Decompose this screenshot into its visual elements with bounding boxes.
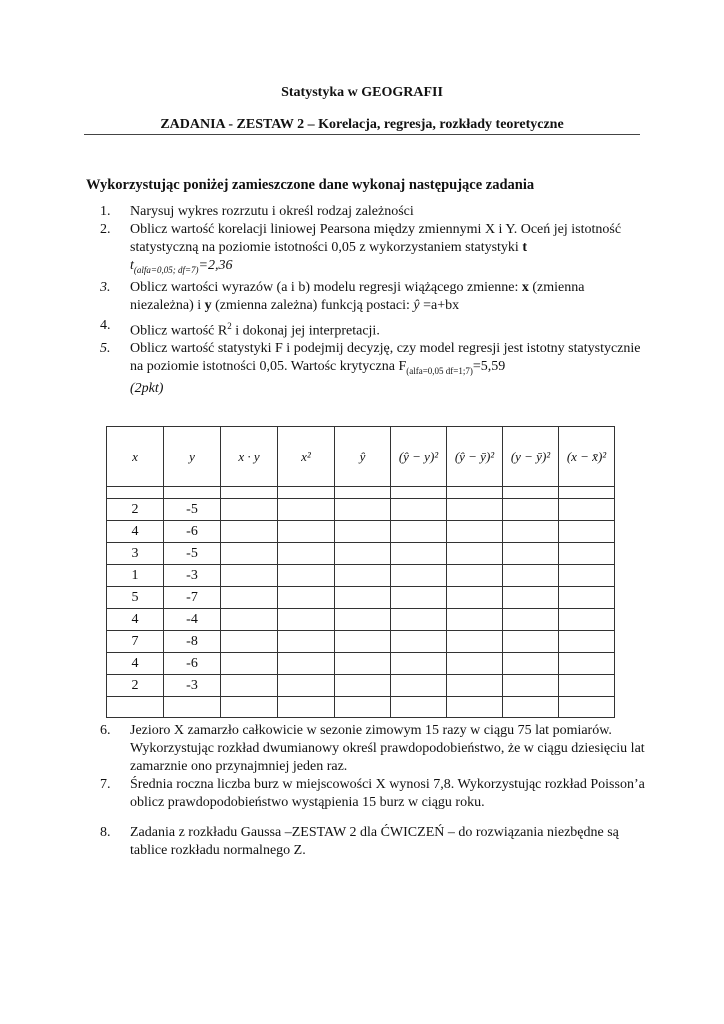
cell-y: -6: [164, 521, 221, 543]
table-cell: [503, 499, 559, 521]
table-cell: [278, 543, 335, 565]
table-cell: [164, 487, 221, 499]
cell-x: 1: [107, 565, 164, 587]
task-text-part: (zmienna niezależna) i: [130, 279, 585, 313]
table-cell: [107, 487, 164, 499]
table-cell: [391, 499, 447, 521]
table-cell: [503, 565, 559, 587]
table-cell: [335, 609, 391, 631]
table-cell: [447, 609, 503, 631]
cell-x: 3: [107, 543, 164, 565]
table-cell: [278, 675, 335, 697]
task-number: 8.: [100, 825, 111, 840]
column-header: (y − ȳ)²: [503, 427, 559, 487]
table-row: [107, 653, 615, 675]
table-cell: [278, 499, 335, 521]
table-cell: [447, 487, 503, 499]
task-number: 2.: [100, 222, 111, 237]
column-header: (x − x̄)²: [559, 427, 615, 487]
table-cell: [447, 521, 503, 543]
task-text-part: Oblicz wartość R: [130, 323, 228, 339]
table-cell: [447, 587, 503, 609]
var-x: x: [521, 279, 529, 295]
table-cell: [221, 487, 278, 499]
cell-x: 4: [107, 609, 164, 631]
table-cell: [221, 543, 278, 565]
table-cell: [335, 697, 391, 718]
cell-y: -6: [164, 653, 221, 675]
table-cell: [335, 653, 391, 675]
table-cell: [503, 653, 559, 675]
table-cell: [447, 543, 503, 565]
table-cell: [335, 565, 391, 587]
task-text: [130, 317, 646, 341]
table-cell: [278, 487, 335, 499]
task-text: Średnia roczna liczba burz w miejscowości X wynosi 7,8. Wykorzystując rozkład Poisson’a oblicz prawdopodobieństwo wystąpienia 15 burz w ciągu roku.: [130, 777, 645, 810]
table-cell: [503, 521, 559, 543]
column-header: x: [107, 427, 164, 487]
page-title: Statystyka w GEOGRAFII: [281, 85, 443, 100]
table-row: [107, 543, 615, 565]
table-cell: [335, 521, 391, 543]
table-cell: [503, 697, 559, 718]
table-cell: [391, 631, 447, 653]
table-row: [107, 609, 615, 631]
task-text-part: i dokonaj jej interpretacji.: [231, 323, 380, 339]
task-1: [100, 203, 646, 221]
table-cell: [391, 565, 447, 587]
column-header: x²: [278, 427, 335, 487]
table-cell: [559, 631, 615, 653]
f-stat-value: =5,59: [472, 359, 506, 375]
table-cell: [503, 587, 559, 609]
cell-y: -4: [164, 609, 221, 631]
table-cell: [559, 543, 615, 565]
task-text: Zadania z rozkładu Gaussa –ZESTAW 2 dla ĆWICZEŃ – do rozwiązania niezbędne są tablice rozkładu normalnego Z.: [130, 825, 619, 858]
r-squared-exponent: 2: [227, 320, 232, 331]
column-header: y: [164, 427, 221, 487]
table-cell: [503, 609, 559, 631]
task-number: 1.: [100, 204, 111, 219]
table-cell: [221, 565, 278, 587]
t-stat-letter: t: [130, 258, 134, 273]
task-4: [100, 317, 646, 341]
column-header: ŷ: [335, 427, 391, 487]
table-cell: [447, 565, 503, 587]
task-points: (2pkt): [130, 381, 164, 397]
data-table: [106, 426, 615, 718]
table-cell: [559, 587, 615, 609]
table-cell: [278, 653, 335, 675]
table-cell: [391, 653, 447, 675]
table-cell: [335, 675, 391, 697]
cell-x: 4: [107, 521, 164, 543]
regression-formula: =a+bx: [419, 297, 460, 313]
table-cell: [335, 631, 391, 653]
cell-x: 4: [107, 653, 164, 675]
table-cell: [391, 609, 447, 631]
table-cell: [335, 587, 391, 609]
table-cell: [221, 587, 278, 609]
task-7: [100, 776, 646, 812]
var-y: y: [204, 297, 212, 313]
table-cell: [447, 631, 503, 653]
table-cell: [503, 543, 559, 565]
table-cell: [278, 697, 335, 718]
table-row: [107, 565, 615, 587]
task-number: 3.: [100, 279, 111, 295]
table-row: [107, 499, 615, 521]
table-cell: [559, 697, 615, 718]
table-cell: [559, 675, 615, 697]
table-row-empty: [107, 487, 615, 499]
table-cell: [503, 631, 559, 653]
table-cell: [391, 487, 447, 499]
table-cell: [278, 565, 335, 587]
table-cell: [335, 487, 391, 499]
task-text-part: Oblicz wartość korelacji liniowej Pearsona między zmiennymi X i Y. Oceń jej istotność statystyczną na poziomie istotności 0,05 z wykorzystaniem statystyki: [130, 222, 622, 255]
cell-y: -8: [164, 631, 221, 653]
task-5: [100, 340, 646, 398]
table-cell: [391, 543, 447, 565]
table-row-empty: [107, 697, 615, 718]
column-header: (ŷ − ȳ)²: [447, 427, 503, 487]
table-cell: [278, 521, 335, 543]
task-text: Narysuj wykres rozrzutu i określ rodzaj zależności: [130, 204, 414, 219]
table-cell: [559, 653, 615, 675]
cell-x: 2: [107, 675, 164, 697]
task-text: [130, 221, 646, 279]
table-cell: [447, 675, 503, 697]
column-header: x · y: [221, 427, 278, 487]
table-cell: [221, 609, 278, 631]
task-text: Jezioro X zamarzło całkowicie w sezonie zimowym 15 razy w ciągu 75 lat pomiarów. Wykorzystując rozkład dwumianowy określ prawdopodobieństwo, że w ciągu dziesięciu lat zamarznie ono przynajmniej jeden raz.: [130, 723, 645, 774]
table-cell: [107, 697, 164, 718]
table-cell: [559, 565, 615, 587]
table-cell: [559, 521, 615, 543]
page-subtitle: ZADANIA - ZESTAW 2 – Korelacja, regresja, rozkłady teoretyczne: [160, 117, 564, 132]
task-number: 7.: [100, 777, 111, 792]
cell-x: 7: [107, 631, 164, 653]
task-text-part: Oblicz wartość statystyki F i podejmij decyzję, czy model regresji jest istotny statystycznie na poziomie istotności 0,05. Wartośc krytyczna F: [130, 341, 641, 375]
table-cell: [278, 587, 335, 609]
title-divider: [84, 134, 640, 135]
table-cell: [278, 609, 335, 631]
task-number: 4.: [100, 317, 111, 333]
yhat-symbol: ŷ: [413, 297, 420, 313]
task-text-part: (zmienna zależna) funkcją postaci:: [211, 297, 414, 313]
table-cell: [391, 587, 447, 609]
table-cell: [335, 543, 391, 565]
f-stat-subscript: (alfa=0,05 df=1;7): [406, 366, 473, 377]
task-list-top: [100, 203, 646, 398]
table-cell: [221, 653, 278, 675]
table-cell: [221, 631, 278, 653]
task-text-bold: t: [522, 240, 527, 255]
cell-y: -3: [164, 675, 221, 697]
task-list-bottom: [100, 722, 646, 860]
t-stat-value: =2,36: [198, 258, 233, 273]
task-3: [100, 279, 646, 315]
cell-y: -7: [164, 587, 221, 609]
task-text: [130, 340, 646, 398]
task-number: 5.: [100, 341, 111, 357]
table-cell: [559, 609, 615, 631]
table-row: [107, 631, 615, 653]
table-row: [107, 675, 615, 697]
table-cell: [503, 675, 559, 697]
table-cell: [221, 697, 278, 718]
table-cell: [447, 697, 503, 718]
table-cell: [391, 697, 447, 718]
table-cell: [221, 675, 278, 697]
task-text-part: Oblicz wartości wyrazów (a i b) modelu regresji wiążącego zmienne:: [130, 279, 522, 295]
cell-y: -5: [164, 543, 221, 565]
table-cell: [559, 499, 615, 521]
task-6: [100, 722, 646, 776]
task-2: [100, 221, 646, 279]
column-header: (ŷ − y)²: [391, 427, 447, 487]
cell-y: -5: [164, 499, 221, 521]
table-cell: [221, 499, 278, 521]
table-cell: [221, 521, 278, 543]
t-stat-subscript: (alfa=0,05; df=7): [133, 264, 199, 275]
task-text: [130, 279, 646, 315]
table-cell: [559, 487, 615, 499]
table-cell: [503, 487, 559, 499]
cell-x: 5: [107, 587, 164, 609]
table-cell: [335, 499, 391, 521]
task-number: 6.: [100, 723, 111, 738]
table-row: [107, 521, 615, 543]
table-header-row: [107, 427, 615, 487]
table-cell: [447, 653, 503, 675]
table-cell: [447, 499, 503, 521]
table-cell: [391, 521, 447, 543]
cell-x: 2: [107, 499, 164, 521]
table-cell: [391, 675, 447, 697]
table-cell: [164, 697, 221, 718]
table-cell: [278, 631, 335, 653]
table-row: [107, 587, 615, 609]
task-8: [100, 824, 646, 860]
cell-y: -3: [164, 565, 221, 587]
intro-heading: Wykorzystując poniżej zamieszczone dane wykonaj następujące zadania: [86, 177, 535, 193]
